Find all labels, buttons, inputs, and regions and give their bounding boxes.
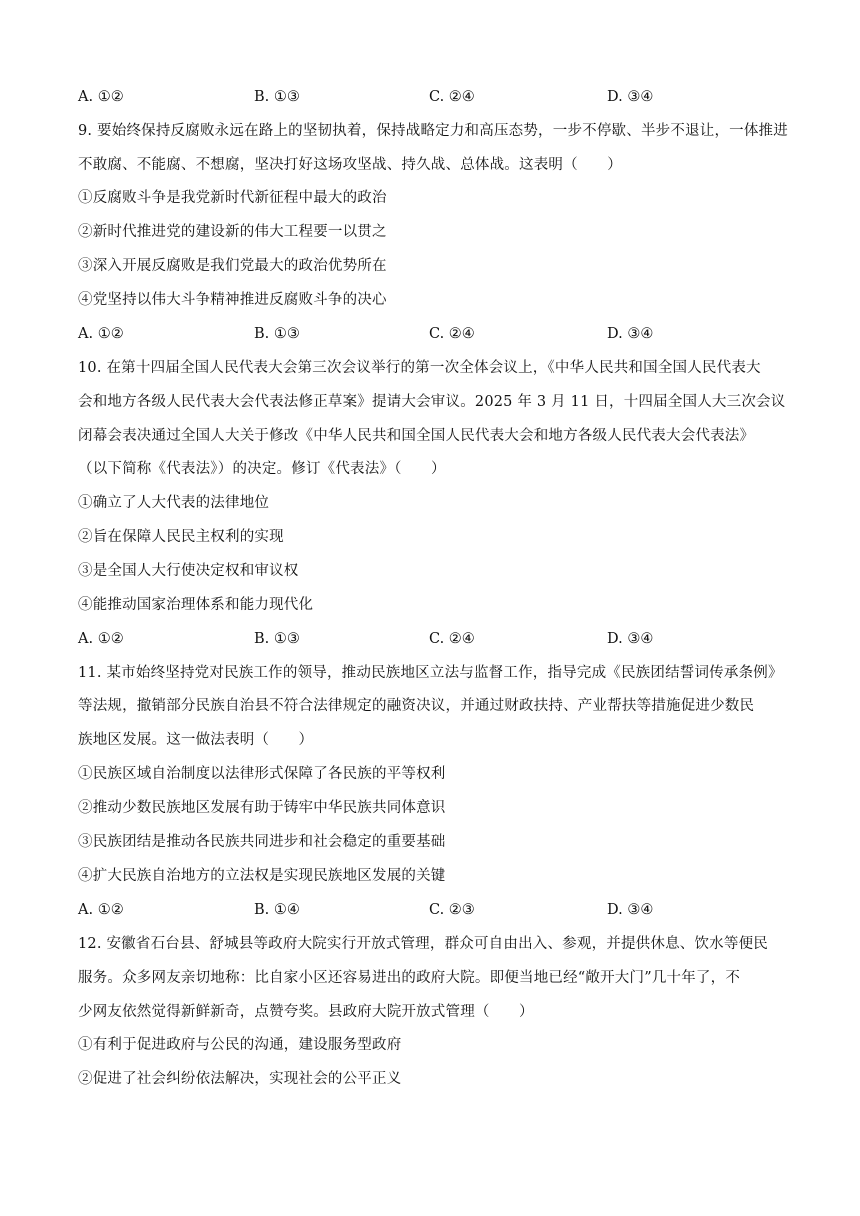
q12-stem-line-1: 12. 安徽省石台县、舒城县等政府大院实行开放式管理，群众可自由出入、参观，并提供休息、饮水等便民 (78, 936, 768, 952)
q10-choice-b: B. ①③ (254, 631, 300, 647)
q11-stem-line-1: 11. 某市始终坚持党对民族工作的领导，推动民族地区立法与监督工作，指导完成《民族团结誓词传承条例》 (78, 665, 783, 681)
q8-choices (78, 87, 798, 107)
q10-option-2: ②旨在保障人民民主权利的实现 (78, 529, 284, 545)
q12-option-1: ①有利于促进政府与公民的沟通，建设服务型政府 (78, 1037, 402, 1053)
q11-option-1: ①民族区域自治制度以法律形式保障了各民族的平等权利 (78, 766, 446, 782)
q11-option-4: ④扩大民族自治地方的立法权是实现民族地区发展的关键 (78, 868, 446, 884)
q11-stem-line-2: 等法规，撤销部分民族自治县不符合法律规定的融资决议，并通过财政扶持、产业帮扶等措施促进少数民 (78, 698, 755, 714)
q10-stem-line-4: （以下简称《代表法》）的决定。修订《代表法》（ ） (78, 461, 446, 477)
q8-choice-a: A. ①② (78, 89, 124, 105)
q11-choice-c: C. ②③ (429, 902, 475, 918)
q12-option-2: ②促进了社会纠纷依法解决，实现社会的公平正义 (78, 1071, 402, 1087)
q9-stem-line-1: 9. 要始终保持反腐败永远在路上的坚韧执着，保持战略定力和高压态势，一步不停歇、半步不退让，一体推进 (78, 123, 788, 139)
q10-stem-line-1: 10. 在第十四届全国人民代表大会第三次会议举行的第一次全体会议上，《中华人民共和国全国人民代表大 (78, 360, 761, 376)
q10-option-4: ④能推动国家治理体系和能力现代化 (78, 597, 314, 613)
q10-option-1: ①确立了人大代表的法律地位 (78, 495, 270, 511)
q9-option-1: ①反腐败斗争是我党新时代新征程中最大的政治 (78, 190, 387, 206)
q9-choices (78, 324, 798, 344)
q10-choice-a: A. ①② (78, 631, 124, 647)
q8-choice-c: C. ②④ (429, 89, 475, 105)
q11-choice-d: D. ③④ (607, 902, 654, 918)
q9-choice-a: A. ①② (78, 326, 124, 342)
q10-choice-c: C. ②④ (429, 631, 475, 647)
q10-choices (78, 629, 798, 649)
q9-choice-b: B. ①③ (254, 326, 300, 342)
q9-choice-d: D. ③④ (607, 326, 654, 342)
q9-choice-c: C. ②④ (429, 326, 475, 342)
q11-choice-b: B. ①④ (254, 902, 300, 918)
q10-stem-line-3: 闭幕会表决通过全国人大关于修改《中华人民共和国全国人民代表大会和地方各级人民代表大会代表法》 (78, 428, 755, 444)
q10-option-3: ③是全国人大行使决定权和审议权 (78, 563, 299, 579)
q9-option-3: ③深入开展反腐败是我们党最大的政治优势所在 (78, 258, 387, 274)
q11-choices (78, 900, 798, 920)
q10-stem-line-2: 会和地方各级人民代表大会代表法修正草案》提请大会审议。2025 年 3 月 11 日，十四届全国人大三次会议 (78, 394, 786, 410)
q12-stem-line-3: 少网友依然觉得新鲜新奇，点赞夸奖。县政府大院开放式管理（ ） (78, 1004, 534, 1020)
q11-stem-line-3: 族地区发展。这一做法表明（ ） (78, 732, 314, 748)
q11-option-2: ②推动少数民族地区发展有助于铸牢中华民族共同体意识 (78, 800, 446, 816)
q9-stem-line-2: 不敢腐、不能腐、不想腐，坚决打好这场攻坚战、持久战、总体战。这表明（ ） (78, 157, 622, 173)
q10-choice-d: D. ③④ (607, 631, 654, 647)
q9-option-4: ④党坚持以伟大斗争精神推进反腐败斗争的决心 (78, 292, 387, 308)
q11-choice-a: A. ①② (78, 902, 124, 918)
q12-stem-line-2: 服务。众多网友亲切地称：比自家小区还容易进出的政府大院。即便当地已经“敞开大门”几十年了，不 (78, 970, 741, 986)
q8-choice-b: B. ①③ (254, 89, 300, 105)
q8-choice-d: D. ③④ (607, 89, 654, 105)
q11-option-3: ③民族团结是推动各民族共同进步和社会稳定的重要基础 (78, 834, 446, 850)
q9-option-2: ②新时代推进党的建设新的伟大工程要一以贯之 (78, 224, 387, 240)
